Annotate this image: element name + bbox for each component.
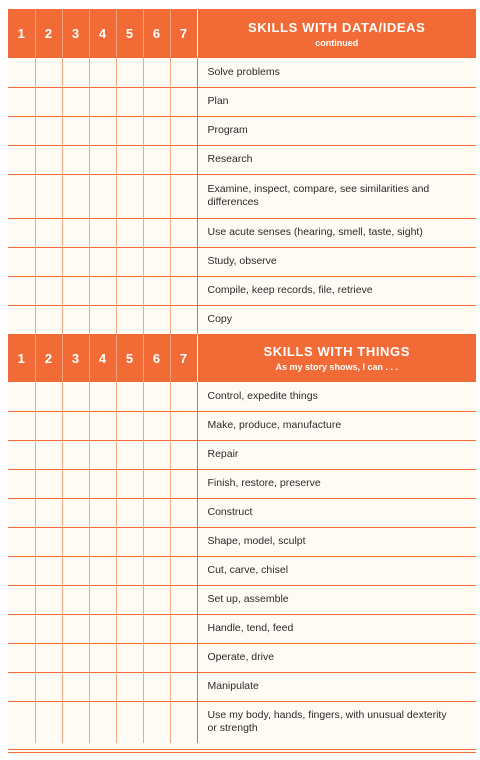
rating-cell[interactable] [35,218,62,247]
rating-cell[interactable] [35,585,62,614]
rating-column-header: 5 [116,9,143,58]
rating-cell[interactable] [170,585,197,614]
skill-row [8,58,476,87]
rating-cell[interactable] [89,643,116,672]
rating-cell[interactable] [116,556,143,585]
rating-cell[interactable] [170,58,197,87]
rating-cell[interactable] [89,527,116,556]
rating-cell[interactable] [170,174,197,218]
rating-cell[interactable] [8,469,35,498]
rating-cell[interactable] [143,643,170,672]
skill-row [8,527,476,556]
rating-cell[interactable] [62,440,89,469]
rating-cell[interactable] [8,643,35,672]
skill-row [8,672,476,701]
rating-cell[interactable] [62,218,89,247]
rating-cell[interactable] [8,218,35,247]
rating-column-header: 2 [35,334,62,382]
rating-column-header: 6 [143,334,170,382]
rating-cell[interactable] [8,498,35,527]
rating-cell[interactable] [143,276,170,305]
rating-cell[interactable] [116,498,143,527]
rating-cell[interactable] [143,585,170,614]
rating-cell[interactable] [170,411,197,440]
rating-cell[interactable] [170,218,197,247]
rating-cell[interactable] [89,218,116,247]
rating-column-header: 1 [8,334,35,382]
rating-cell[interactable] [8,527,35,556]
rating-cell[interactable] [89,614,116,643]
rating-column-header: 3 [62,334,89,382]
skill-label: Set up, assemble [197,585,476,614]
rating-cell[interactable] [143,305,170,334]
rating-cell[interactable] [62,411,89,440]
rating-cell[interactable] [35,58,62,87]
rating-cell[interactable] [170,116,197,145]
rating-cell[interactable] [170,643,197,672]
rating-cell[interactable] [116,527,143,556]
rating-cell[interactable] [35,498,62,527]
rating-cell[interactable] [116,276,143,305]
rating-cell[interactable] [62,87,89,116]
skill-label: Use acute senses (hearing, smell, taste, sight) [197,218,476,247]
section-header [8,9,476,58]
rating-cell[interactable] [8,174,35,218]
rating-cell[interactable] [143,411,170,440]
rating-column-header: 7 [170,9,197,58]
skills-table [8,9,476,743]
rating-cell[interactable] [89,498,116,527]
rating-cell[interactable] [143,58,170,87]
rating-cell[interactable] [143,469,170,498]
skill-label: Shape, model, sculpt [197,527,476,556]
rating-cell[interactable] [8,305,35,334]
rating-cell[interactable] [89,440,116,469]
rating-cell[interactable] [89,411,116,440]
rating-cell[interactable] [143,498,170,527]
rating-cell[interactable] [170,672,197,701]
skill-row [8,411,476,440]
rating-cell[interactable] [8,58,35,87]
rating-cell[interactable] [35,174,62,218]
skill-label: Finish, restore, preserve [197,469,476,498]
rating-cell[interactable] [8,440,35,469]
skill-label: Handle, tend, feed [197,614,476,643]
skill-label: Solve problems [207,65,280,78]
rating-cell[interactable] [170,469,197,498]
rating-cell[interactable] [35,643,62,672]
section-title-cell [197,334,476,382]
rating-cell[interactable] [35,556,62,585]
skill-label: Operate, drive [197,643,476,672]
rating-cell[interactable] [116,614,143,643]
rating-cell[interactable] [8,614,35,643]
rating-cell[interactable] [35,247,62,276]
skill-row [8,305,476,334]
rating-cell[interactable] [143,701,170,743]
rating-column-header: 6 [143,9,170,58]
rating-cell[interactable] [89,469,116,498]
skill-label: Program [197,116,476,145]
section-title: SKILLS WITH THINGS [263,344,411,359]
rating-cell[interactable] [89,305,116,334]
skill-row [8,145,476,174]
rating-cell[interactable] [89,116,116,145]
rating-cell[interactable] [35,116,62,145]
skill-label: Construct [197,498,476,527]
rating-column-header: 3 [62,9,89,58]
rating-cell[interactable] [170,701,197,743]
rating-cell[interactable] [89,382,116,411]
rating-cell[interactable] [8,701,35,743]
rating-cell[interactable] [143,145,170,174]
rating-cell[interactable] [35,87,62,116]
rating-cell[interactable] [62,701,89,743]
rating-cell[interactable] [8,411,35,440]
rating-column-header: 4 [89,9,116,58]
skill-label: Cut, carve, chisel [197,556,476,585]
skill-label: Use my body, hands, fingers, with unusual dexterity or strength [197,701,476,743]
rating-cell[interactable] [170,382,197,411]
skill-label: Study, observe [197,247,476,276]
rating-cell[interactable] [89,701,116,743]
rating-cell[interactable] [143,527,170,556]
rating-cell[interactable] [35,305,62,334]
rating-cell[interactable] [89,58,116,87]
rating-cell[interactable] [143,614,170,643]
rating-column-header: 5 [116,334,143,382]
rating-cell[interactable] [170,276,197,305]
rating-cell[interactable] [116,305,143,334]
rating-cell[interactable] [8,556,35,585]
rating-cell[interactable] [116,672,143,701]
rating-cell[interactable] [8,276,35,305]
rating-cell[interactable] [35,527,62,556]
skill-row [8,218,476,247]
rating-cell[interactable] [35,276,62,305]
rating-cell[interactable] [143,382,170,411]
rating-cell[interactable] [35,701,62,743]
skill-row [8,614,476,643]
rating-cell[interactable] [62,556,89,585]
rating-cell[interactable] [143,174,170,218]
skill-row [8,643,476,672]
skill-row [8,440,476,469]
skill-row [8,585,476,614]
rating-cell[interactable] [170,305,197,334]
rating-cell[interactable] [89,174,116,218]
rating-cell[interactable] [35,469,62,498]
rating-cell[interactable] [170,556,197,585]
rating-cell[interactable] [116,116,143,145]
rating-cell[interactable] [35,672,62,701]
rating-cell[interactable] [62,174,89,218]
rating-cell[interactable] [35,145,62,174]
skill-label: Plan [197,87,476,116]
skill-label: Make, produce, manufacture [197,411,476,440]
rating-cell[interactable] [35,440,62,469]
rating-cell[interactable] [143,218,170,247]
rating-cell[interactable] [143,556,170,585]
rating-cell[interactable] [143,440,170,469]
rating-cell[interactable] [116,469,143,498]
rating-cell[interactable] [170,247,197,276]
section-header [8,334,476,382]
rating-cell[interactable] [8,382,35,411]
rating-cell[interactable] [62,58,89,87]
skill-label: Research [197,145,476,174]
rating-cell[interactable] [143,116,170,145]
skill-row [8,87,476,116]
skill-row [8,701,476,743]
rating-cell[interactable] [116,585,143,614]
skill-row [8,498,476,527]
skill-row [8,469,476,498]
rating-cell[interactable] [89,247,116,276]
rating-cell[interactable] [35,614,62,643]
rating-column-header: 4 [89,334,116,382]
rating-cell[interactable] [62,672,89,701]
rating-cell[interactable] [170,498,197,527]
rating-cell[interactable] [89,556,116,585]
rating-cell[interactable] [89,585,116,614]
skill-label: Copy [197,305,476,334]
rating-cell[interactable] [170,87,197,116]
rating-cell[interactable] [62,276,89,305]
rating-cell[interactable] [170,440,197,469]
skill-label: Manipulate [197,672,476,701]
rating-cell[interactable] [116,411,143,440]
section-title-cell [197,9,476,58]
skill-label: Repair [197,440,476,469]
skill-row [8,247,476,276]
rating-cell[interactable] [116,174,143,218]
section-subtitle: continued [315,37,359,48]
rating-cell[interactable] [8,116,35,145]
rating-cell[interactable] [8,87,35,116]
rating-cell[interactable] [35,382,62,411]
rating-cell[interactable] [62,247,89,276]
rating-cell[interactable] [8,247,35,276]
rating-column-header: 1 [8,9,35,58]
rating-cell[interactable] [62,145,89,174]
section-title: SKILLS WITH DATA/IDEAS [248,19,426,35]
rating-column-header: 7 [170,334,197,382]
rating-cell[interactable] [89,87,116,116]
rating-cell[interactable] [116,218,143,247]
rating-cell[interactable] [170,614,197,643]
rating-cell[interactable] [62,469,89,498]
rating-cell[interactable] [62,614,89,643]
rating-cell[interactable] [170,527,197,556]
rating-cell[interactable] [116,382,143,411]
rating-cell[interactable] [116,701,143,743]
skill-row [8,116,476,145]
rating-cell[interactable] [8,672,35,701]
skill-label: Control, expedite things [207,389,318,402]
rating-cell[interactable] [62,116,89,145]
rating-cell[interactable] [8,585,35,614]
rating-cell[interactable] [116,643,143,672]
rating-cell[interactable] [89,145,116,174]
rating-cell[interactable] [116,440,143,469]
rating-cell[interactable] [62,643,89,672]
rating-cell[interactable] [89,672,116,701]
skill-label: Compile, keep records, file, retrieve [197,276,476,305]
rating-cell[interactable] [116,58,143,87]
rating-cell[interactable] [170,145,197,174]
rating-cell[interactable] [89,276,116,305]
skill-row [8,382,476,411]
section-subtitle: As my story shows, I can . . . [275,362,399,372]
rating-column-header: 2 [35,9,62,58]
rating-cell[interactable] [62,527,89,556]
rating-cell[interactable] [143,87,170,116]
skills-worksheet [8,9,476,753]
rating-cell[interactable] [62,585,89,614]
rating-cell[interactable] [143,672,170,701]
rating-cell[interactable] [143,247,170,276]
rating-cell[interactable] [35,411,62,440]
rating-cell[interactable] [116,145,143,174]
rating-cell[interactable] [116,87,143,116]
skill-row [8,174,476,218]
rating-cell[interactable] [62,498,89,527]
rating-cell[interactable] [8,145,35,174]
rating-cell[interactable] [116,247,143,276]
skill-label: Examine, inspect, compare, see similarities and differences [197,174,476,218]
rating-cell[interactable] [62,382,89,411]
skill-row [8,556,476,585]
rating-cell[interactable] [62,305,89,334]
skill-row [8,276,476,305]
